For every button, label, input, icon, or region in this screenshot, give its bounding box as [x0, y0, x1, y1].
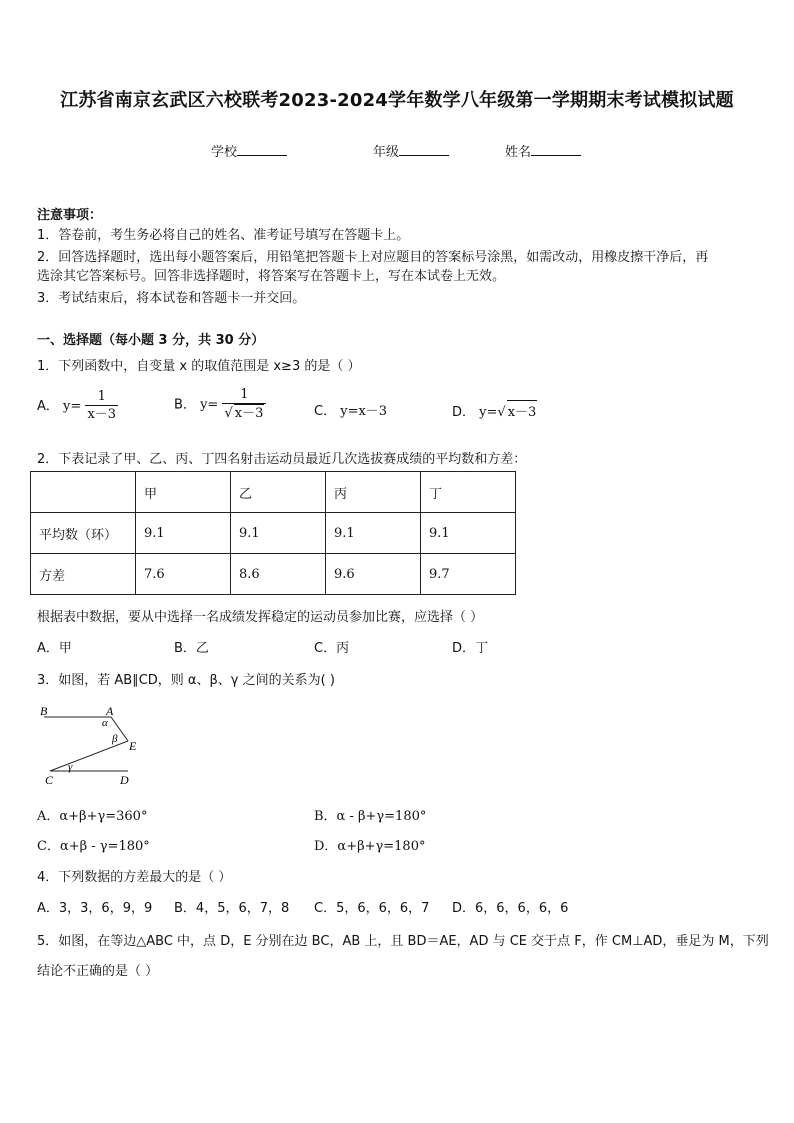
q1-option-c: [314, 400, 387, 419]
grade-label: 年级: [373, 145, 400, 160]
q2-option-d: D．丁: [452, 641, 489, 656]
denominator: x－3: [87, 407, 117, 422]
q2-followup: 根据表中数据，要从中选择一名成绩发挥稳定的运动员参加比赛，应选择（ ）: [37, 610, 484, 625]
option-label: B．: [174, 397, 196, 413]
angle-label-beta: β: [112, 733, 118, 745]
denominator: √ x－3: [222, 403, 266, 423]
name-label: 姓名: [505, 145, 532, 160]
q3-stem: 3．如图，若 AB∥CD，则 α、β、γ 之间的关系为( ): [37, 673, 335, 688]
q3-option-b: B．α - β+γ=180°: [314, 809, 427, 824]
point-label-a: A: [106, 704, 114, 718]
table-header-cell: [31, 472, 136, 513]
table-cell: 9.1: [421, 513, 516, 554]
q3-option-a: A．α+β+γ=360°: [37, 809, 148, 824]
q2-stem: 2．下表记录了甲、乙、丙、丁四名射击运动员最近几次选拔赛成绩的平均数和方差：: [37, 452, 527, 467]
q3-option-c: C．α+β - γ=180°: [37, 839, 150, 854]
q1-option-b: [174, 387, 266, 423]
table-cell: 8.6: [231, 554, 326, 595]
exam-title: 江苏省南京玄武区六校联考2023-2024学年数学八年级第一学期期末考试模拟试题: [60, 90, 734, 111]
option-label: A．: [37, 399, 59, 414]
q5-stem-line2: 结论不正确的是（ ）: [37, 964, 159, 979]
table-cell: 9.1: [231, 513, 326, 554]
point-label-c: C: [45, 773, 54, 787]
table-header-row: [31, 472, 516, 513]
table-row: [31, 513, 516, 554]
table-header-cell: 甲: [136, 472, 231, 513]
name-field: [505, 141, 581, 160]
radical-sign: √: [497, 405, 506, 420]
numerator: 1: [97, 389, 106, 404]
angle-label-alpha: α: [102, 717, 108, 729]
notice-heading: 注意事项：: [37, 208, 103, 223]
option-label: C．: [314, 404, 337, 419]
q4-option-d: D．6，6，6，6，6: [452, 901, 569, 916]
radicand: x－3: [234, 406, 264, 421]
angle-label-gamma: γ: [68, 761, 73, 773]
grade-blank[interactable]: [399, 143, 449, 156]
q1-option-a: [37, 389, 118, 424]
school-blank[interactable]: [237, 143, 287, 156]
table-row-label: 方差: [31, 554, 136, 595]
table-cell: 9.7: [421, 554, 516, 595]
notice-item: 2．回答选择题时，选出每小题答案后，用铅笔把答题卡上对应题目的答案标号涂黑，如需改动，用橡皮擦干净后，再: [37, 250, 709, 265]
notice-item: 1．答卷前，考生务必将自己的姓名、准考证号填写在答题卡上。: [37, 228, 410, 243]
school-label: 学校: [211, 145, 238, 160]
q4-option-c: C．5，6，6，6，7: [314, 901, 430, 916]
table-cell: 9.6: [326, 554, 421, 595]
scores-table: [30, 471, 516, 595]
table-row-label: 平均数（环）: [31, 513, 136, 554]
grade-field: [373, 141, 449, 160]
table-cell: 9.1: [136, 513, 231, 554]
notice-item: 选涂其它答案标号。回答非选择题时，将答案写在答题卡上，写在本试卷上无效。: [37, 269, 506, 284]
q5-stem-line1: 5．如图，在等边△ABC 中，点 D，E 分别在边 BC，AB 上，且 BD＝AE，AD 与 CE 交于点 F，作 CM⊥AD，垂足为 M，下列: [37, 934, 769, 949]
point-label-d: D: [120, 773, 129, 787]
q3-option-d: D．α+β+γ=180°: [314, 839, 426, 854]
numerator: 1: [240, 387, 249, 402]
table-cell: 7.6: [136, 554, 231, 595]
q4-stem: 4．下列数据的方差最大的是（ ）: [37, 870, 232, 885]
q1-stem: 1．下列函数中，自变量 x 的取值范围是 x≥3 的是（ ）: [37, 359, 361, 374]
fraction: [85, 389, 118, 424]
q2-option-c: C．丙: [314, 641, 350, 656]
expr-lhs: y=: [63, 399, 82, 414]
table-row: [31, 554, 516, 595]
parallel-lines-figure: [36, 700, 146, 790]
table-cell: 9.1: [326, 513, 421, 554]
section-heading: 一、选择题（每小题 3 分，共 30 分）: [37, 333, 265, 348]
q2-option-b: B．乙: [174, 641, 209, 656]
name-blank[interactable]: [531, 143, 581, 156]
expression: y=x－3: [340, 404, 388, 419]
point-label-b: B: [40, 704, 48, 718]
q4-option-a: A．3，3，6，9，9: [37, 901, 153, 916]
line-ec: [50, 741, 128, 771]
q4-option-b: B．4，5，6，7，8: [174, 901, 290, 916]
table-header-cell: 丙: [326, 472, 421, 513]
fraction: [222, 387, 266, 423]
expr-lhs: y=: [479, 405, 498, 420]
school-field: [211, 141, 287, 160]
expr-lhs: y=: [200, 397, 219, 413]
notice-item: 3．考试结束后，将本试卷和答题卡一并交回。: [37, 291, 306, 306]
radicand: x－3: [507, 400, 538, 420]
q1-option-d: [452, 400, 537, 420]
table-header-cell: 丁: [421, 472, 516, 513]
q2-option-a: A．甲: [37, 641, 72, 656]
table-header-cell: 乙: [231, 472, 326, 513]
point-label-e: E: [129, 739, 137, 753]
option-label: D．: [452, 405, 476, 420]
